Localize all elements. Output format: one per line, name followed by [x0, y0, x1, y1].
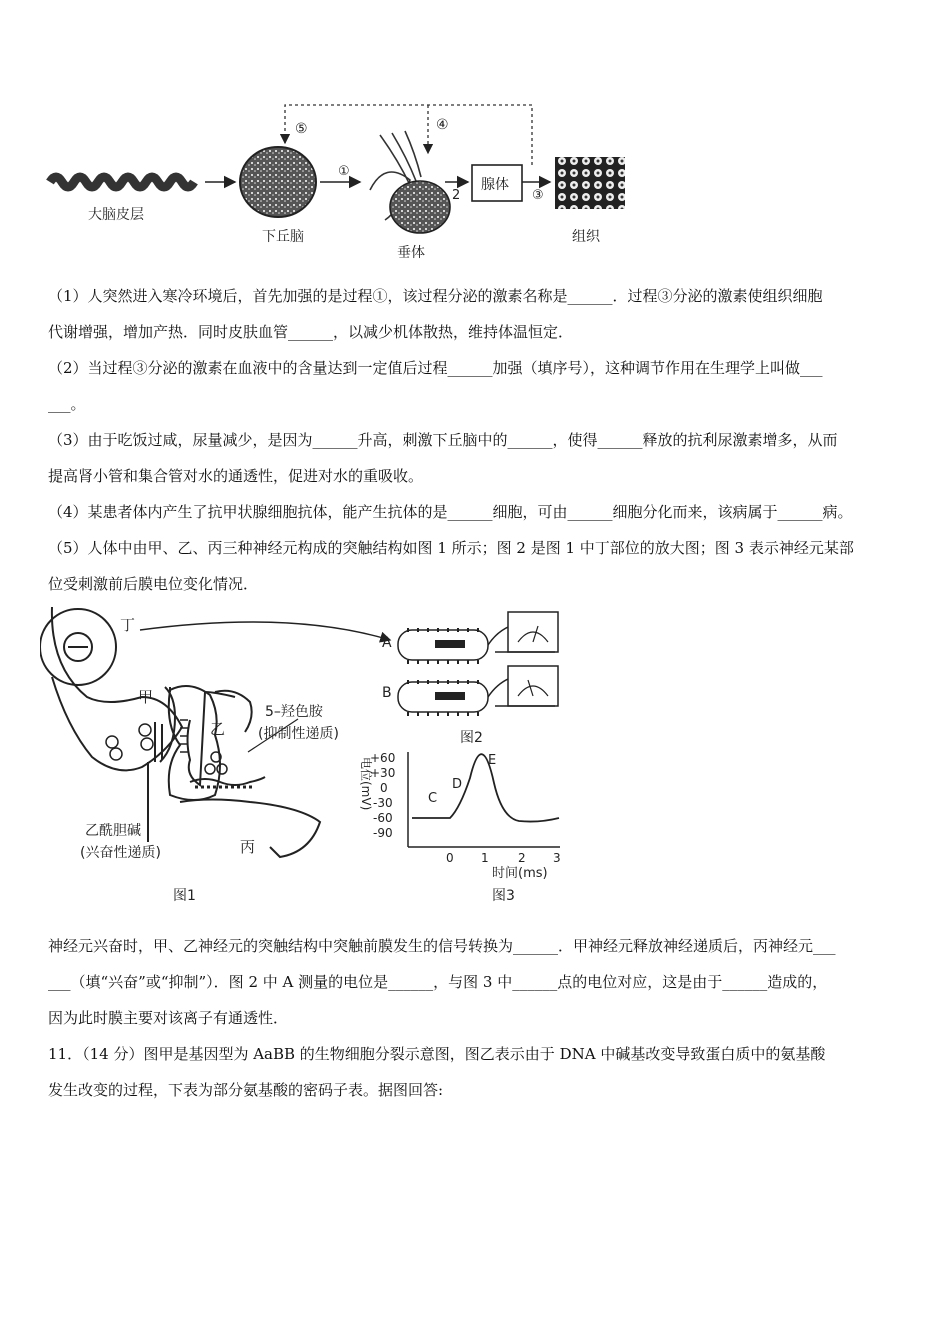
fig3-point-d: D	[452, 777, 463, 792]
fig3-point-e: E	[488, 753, 497, 768]
fig1-serotonin-label: 5–羟色胺	[265, 704, 323, 720]
fig3-xtick-1: 1	[481, 851, 489, 865]
fig1-ding-label: 丁	[120, 616, 136, 634]
fig3-xtick-2: 2	[518, 851, 526, 865]
fig3-xtick-3: 3	[553, 851, 561, 865]
fig3-ytick-60: +60	[370, 751, 396, 765]
hypothalamus-shape	[240, 147, 316, 217]
cortex-shape	[50, 177, 194, 187]
q3-line-2: 提高肾小管和集合管对水的通透性，促进对水的重吸收。	[48, 467, 424, 485]
fig1-ach-label: 乙酰胆碱	[85, 823, 141, 839]
fig3-point-c: C	[428, 791, 438, 806]
fig3-ytick-n90: -90	[373, 826, 393, 840]
q1-line-2: 代谢增强，增加产热．同时皮肤血管______，以减少机体散热，维持体温恒定．	[48, 323, 574, 341]
fig1-jia-label: 甲	[138, 688, 154, 706]
fig3-ytick-0: 0	[380, 781, 388, 795]
fig1-serotonin-note: (抑制性递质)	[258, 726, 339, 742]
fig1-bing-label: 丙	[240, 838, 256, 856]
label-process-1: ①	[338, 164, 350, 179]
fig1-caption: 图1	[173, 888, 196, 904]
fig2-a-label: A	[382, 635, 392, 651]
fig3-ytick-30: +30	[370, 766, 396, 780]
fig3-ylabel: 电位(mV)	[359, 757, 373, 811]
label-process-5: ⑤	[295, 121, 308, 137]
q11-line-1: 11．（14 分）图甲是基因型为 AaBB 的生物细胞分裂示意图，图乙表示由于 DNA 中碱基改变导致蛋白质中的氨基酸	[48, 1045, 826, 1063]
label-cortex: 大脑皮层	[88, 207, 144, 223]
label-process-2: 2	[452, 188, 461, 203]
pituitary-shape	[390, 181, 450, 233]
q5-line-2: 位受刺激前后膜电位变化情况．	[48, 575, 259, 593]
fig3-ytick-n60: -60	[373, 811, 393, 825]
question-block-1-5	[48, 278, 908, 602]
fig2-caption: 图2	[460, 730, 483, 746]
tissue-shape	[555, 157, 625, 209]
fig3-graph	[359, 751, 561, 904]
question-block-5b-11	[48, 928, 908, 1108]
hormone-regulation-diagram	[40, 95, 640, 265]
q4-line-1: （4）某患者体内产生了抗甲状腺细胞抗体，能产生抗体的是______细胞，可由______细胞分化而来，该病属于______病。	[48, 503, 853, 521]
fig3-ytick-n30: -30	[373, 796, 393, 810]
q5-line-1: （5）人体中由甲、乙、丙三种神经元构成的突触结构如图 1 所示；图 2 是图 1 中丁部位的放大图；图 3 表示神经元某部	[48, 539, 854, 557]
fig1-ach-note: (兴奋性递质)	[80, 845, 161, 861]
q11-line-2: 发生改变的过程，下表为部分氨基酸的密码子表。据图回答:	[48, 1081, 444, 1099]
neuron-synapse-diagram	[40, 602, 580, 912]
label-process-3: ③	[532, 188, 544, 203]
q5b-line-2: ___（填“兴奋”或“抑制”）．图 2 中 A 测量的电位是______，与图 3 中______点的电位对应，这是由于______造成的，	[48, 973, 828, 991]
label-gland: 腺体	[481, 177, 509, 193]
q2-line-2: ___。	[48, 395, 86, 413]
label-process-4: ④	[436, 117, 449, 133]
q5b-line-1: 神经元兴奋时，甲、乙神经元的突触结构中突触前膜发生的信号转换为______．甲神经元释放神经递质后，丙神经元___	[48, 937, 836, 955]
q1-line-1: （1）人突然进入寒冷环境后，首先加强的是过程①，该过程分泌的激素名称是______．过程③分泌的激素使组织细胞	[48, 287, 823, 305]
label-tissue: 组织	[572, 229, 600, 245]
q3-line-1: （3）由于吃饭过咸，尿量减少，是因为______升高，刺激下丘脑中的______，使得______释放的抗利尿激素增多，从而	[48, 431, 838, 449]
q2-line-1: （2）当过程③分泌的激素在血液中的含量达到一定值后过程______加强（填序号），这种调节作用在生理学上叫做___	[48, 359, 823, 377]
fig2-b-label: B	[382, 685, 392, 701]
fig3-caption: 图3	[492, 888, 515, 904]
label-hypothalamus: 下丘脑	[262, 229, 304, 245]
label-pituitary: 垂体	[397, 245, 425, 261]
fig3-xtick-0: 0	[446, 851, 454, 865]
fig3-xlabel: 时间(ms)	[492, 866, 548, 881]
fig1-yi-label: 乙	[210, 720, 226, 738]
q5b-line-3: 因为此时膜主要对该离子有通透性．	[48, 1009, 289, 1027]
